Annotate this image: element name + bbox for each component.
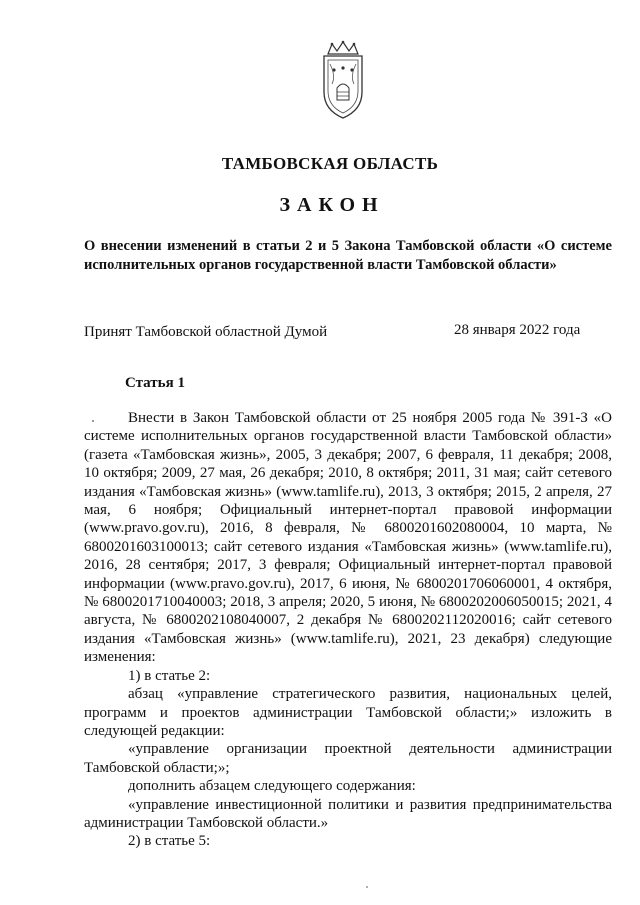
article-paragraph: «управление инвестиционной политики и развития предпринимательства администрации Тамбовской области.» [84,796,612,831]
article-paragraph: дополнить абзацем следующего содержания: [128,778,416,795]
adopted-by: Принят Тамбовской областной Думой [84,324,328,340]
document-type-title: ЗАКОН [279,194,385,216]
article-body [84,409,612,851]
adoption-date: 28 января 2022 года [454,322,581,338]
law-subject-heading: О внесении изменений в статьи 2 и 5 Закона Тамбовской области «О системе исполнительных органов государственной власти Тамбовской области» [84,238,612,273]
article-paragraph: абзац «управление стратегического развития, национальных целей, программ и проектов администрации Тамбовской области;» изложить в следующей редакции: [84,686,612,739]
article-paragraph: 2) в статье 5: [128,833,211,850]
tambov-coat-of-arms-icon [318,40,368,120]
scan-speck [366,886,368,888]
article-paragraph: Внести в Закон Тамбовской области от 25 ноября 2005 года № 391-З «О системе исполнительных органов государственной власти Тамбовской области» (газета «Тамбовская жизнь», 2005, 3 декабря; 2007, 6 февраля, 11 декабря; 2008, 10 октября; 2009, 27 мая, 26 декабря; 2010, 8 октября; 2011, 31 мая; сайт сетевого издания «Тамбовская жизнь» (www.tamlife.ru), 2013, 3 октября; 2015, 2 апреля, 27 мая, 6 ноября; Официальный интернет-портал правовой информации (www.pravo.gov.ru), 2016, 8 февраля, № 6800201602080004, 10 марта, № 6800201603100013; сайт сетевого издания «Тамбовская жизнь» (www.tamlife.ru), 2016, 28 сентября; 2017, 3 февраля; Официальный интернет-портал правовой информации (www.pravo.gov.ru), 2017, 6 июня, № 6800201706060001, 4 октября, № 6800201710040003; 2018, 3 апреля; 2020, 5 июня, № 6800202006050015; 2021, 4 августа, № 6800202108040007, 2 декабря № 6800202112020016; сайт сетевого издания «Тамбовская жизнь» (www.tamlife.ru), 2021, 23 декабря) следующие изменения: [84,410,612,666]
article-title: Статья 1 [125,375,185,391]
article-paragraph: 1) в статье 2: [128,667,211,684]
region-title: ТАМБОВСКАЯ ОБЛАСТЬ [221,154,439,173]
article-paragraph: «управление организации проектной деятельности администрации Тамбовской области;»; [84,741,612,776]
